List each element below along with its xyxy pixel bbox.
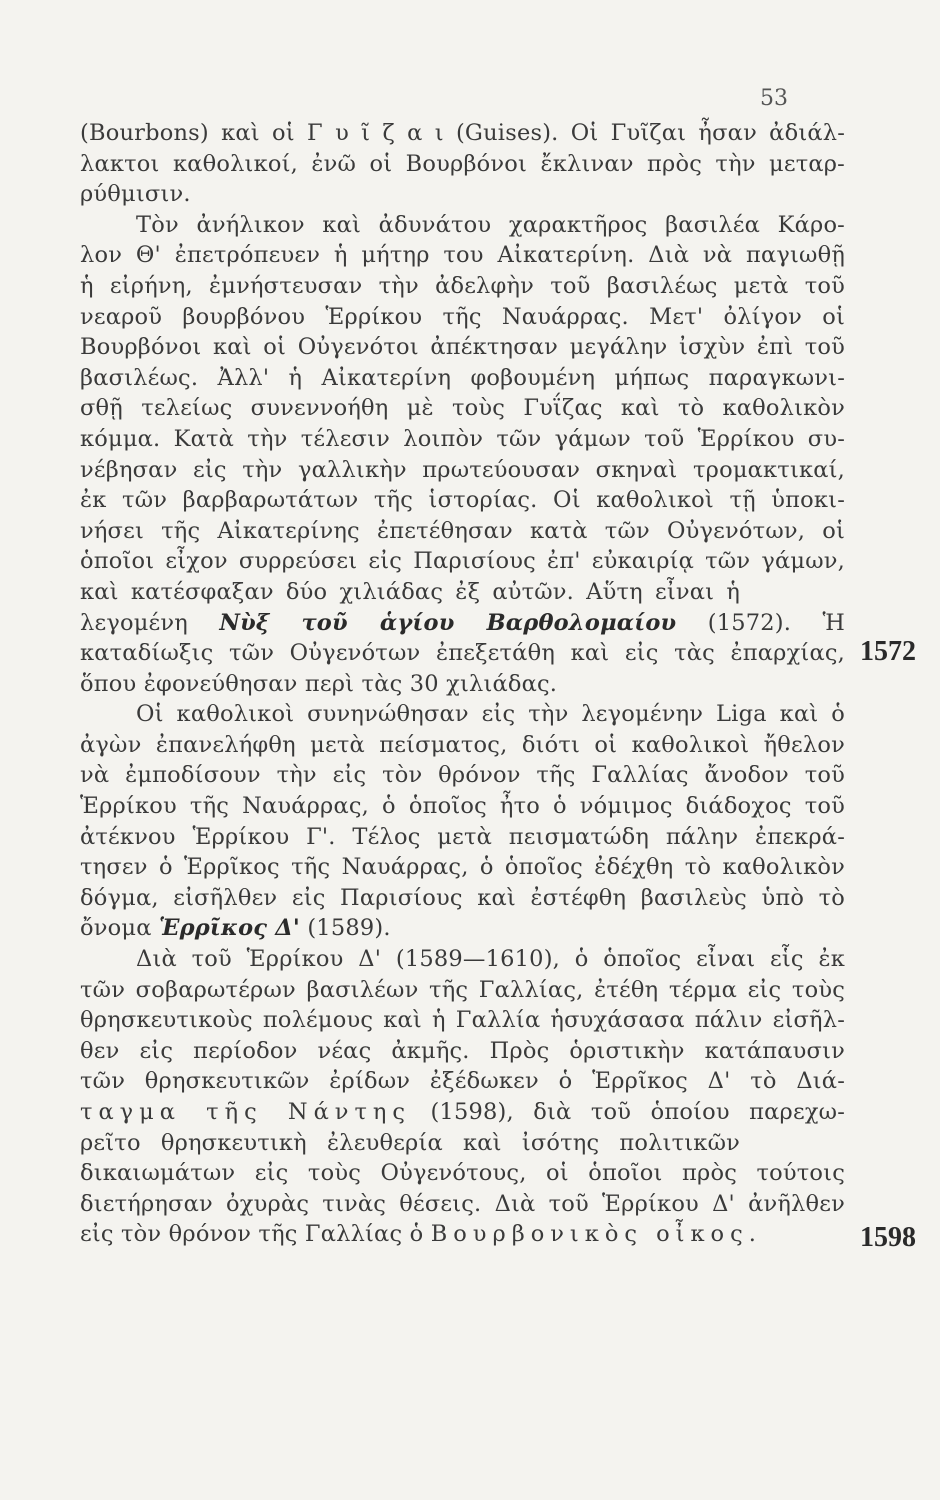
line-text: (Bourbons) καὶ οἱ Γ υ ῖ ζ α ι (Guises). Οἱ Γυῖζαι ἦσαν ἀδιάλ- [80,120,845,146]
text-line [80,1128,740,1159]
spaced-term: ταγμα τῆς Νάντης [80,1099,412,1125]
line-text: ρύθμισιν. [80,181,191,208]
text-line [80,546,845,577]
text-line [80,1005,845,1036]
line-text: λον Θ' ἐπετρόπευεν ἡ μήτηρ του Αἰκατερίνη. Διὰ νὰ παγιωθῇ [80,242,845,269]
text-line [80,455,845,486]
line-text: βασιλέως. Ἀλλ' ἡ Αἰκατερίνη φοβουμένη μήπως παραγκωνι- [80,364,845,391]
line-text: Τὸν ἀνήλικον καὶ ἀδυνάτου χαρακτῆρος βασιλέα Κάρο- [136,211,845,238]
line-text: δικαιωμάτων εἰς τοὺς Οὐγενότους, οἱ ὁποῖοι πρὸς τούτοις [80,1160,845,1187]
line-text: (1598), διὰ τοῦ ὁποίου παρεχω- [411,1099,846,1125]
line-text: ὁποῖοι εἶχον συρρεύσει εἰς Παρισίους ἐπ' εὐκαιρίᾳ τῶν γάμων, [80,548,845,575]
text-line [80,118,845,149]
text-line [80,730,845,761]
text-line [80,577,740,608]
text-line [80,332,845,363]
line-text: νήσει τῆς Αἰκατερίνης ἐπετέθησαν κατὰ τῶν Οὐγενότων, οἱ [80,517,845,544]
line-text: ρεῖτο θρησκευτικὴ ἐλευθερία καὶ ἰσότης πολιτικῶν [80,1129,740,1156]
text-line [80,852,845,883]
line-text: καταδίωξις τῶν Οὐγενότων ἐπεξετάθη καὶ εἰς τὰς ἐπαρχίας, [80,640,845,667]
text-line [80,1189,845,1220]
text-line [80,149,845,180]
text-line [80,760,845,791]
text-line [80,944,845,975]
line-text: νὰ ἐμποδίσουν τὴν εἰς τὸν θρόνον τῆς Γαλλίας ἄνοδον τοῦ [80,762,845,789]
body-text [80,118,845,1250]
line-text: τησεν ὁ Ἑρρῖκος τῆς Ναυάρρας, ὁ ὁποῖος ἐδέχθη τὸ καθολικὸν [80,854,845,881]
line-text: καὶ κατέσφαξαν δύο χιλιάδας ἐξ αὐτῶν. Αὕτη εἶναι ἡ [80,578,740,605]
line-text: ἡ εἰρήνη, ἐμνήστευσαν τὴν ἀδελφὴν τοῦ βασιλέως μετὰ τοῦ [80,272,845,299]
margin-year-note: 1598 [860,1222,916,1253]
line-text: θρησκευτικοὺς πολέμους καὶ ἡ Γαλλία ἡσυχάσασα πάλιν εἰσῆλ- [80,1007,845,1034]
line-text: νεαροῦ βουρβόνου Ἑρρίκου τῆς Ναυάρρας. Μετ' ὀλίγον οἱ [80,303,845,330]
text-line [80,975,845,1006]
line-text: (1589). [299,915,391,942]
text-line [80,913,845,944]
text-line [80,485,845,516]
text-line [80,363,845,394]
line-text: ἀγὼν ἐπανελήφθη μετὰ πείσματος, διότι οἱ καθολικοὶ ἤθελον [80,731,845,758]
text-line [80,791,845,822]
text-line [80,883,845,914]
line-text: λακτοι καθολικοί, ἐνῶ οἱ Βουρβόνοι ἔκλιναν πρὸς τὴν μεταρ- [80,150,845,177]
line-text: δόγμα, εἰσῆλθεν εἰς Παρισίους καὶ ἐστέφθη βασιλεὺς ὑπὸ τὸ [80,884,845,911]
line-text: Οἱ καθολικοὶ συνηνώθησαν εἰς τὴν λεγομένην Liga καὶ ὁ [136,701,845,728]
text-line [80,516,845,547]
text-line [80,424,845,455]
text-line [80,699,845,730]
line-text: . [748,1221,757,1248]
text-line [80,240,845,271]
text-line [80,669,845,700]
text-line [80,1066,845,1097]
text-line [80,1097,845,1128]
text-line [80,1036,845,1067]
margin-year-note: 1572 [860,636,916,667]
line-text: θεν εἰς περίοδον νέας ἀκμῆς. Πρὸς ὁριστικὴν κατάπαυσιν [80,1037,845,1064]
line-text: ἐκ τῶν βαρβαρωτάτων τῆς ἱστορίας. Οἱ καθολικοὶ τῇ ὑποκι- [80,487,845,514]
page-number: 53 [760,86,788,111]
text-line [80,822,845,853]
line-text: ὅπου ἐφονεύθησαν περὶ τὰς 30 χιλιάδας. [80,670,558,697]
line-text: σθῇ τελείως συνεννοήθη μὲ τοὺς Γυΐζας καὶ τὸ καθολικὸν [80,395,845,422]
line-text: (1572). Ἡ [676,609,845,636]
text-line [80,179,845,210]
line-text: Διὰ τοῦ Ἑρρίκου Δ' (1589—1610), ὁ ὁποῖος εἶναι εἷς ἐκ [136,946,845,973]
emphasized-term: Νὺξ τοῦ ἁγίου Βαρθολομαίου [219,609,677,636]
text-line [80,1158,845,1189]
text-line [80,1219,845,1250]
text-line [80,271,845,302]
text-line [80,302,845,333]
text-line [80,210,845,241]
text-line [80,393,845,424]
line-text: ὄνομα [80,915,159,942]
line-text: νέβησαν εἰς τὴν γαλλικὴν πρωτεύουσαν σκηναὶ τρομακτικαί, [80,456,845,483]
line-text: εἰς τὸν θρόνον τῆς Γαλλίας ὁ [80,1221,431,1248]
text-line [80,638,845,669]
text-line [80,608,845,639]
line-text: Ἑρρίκου τῆς Ναυάρρας, ὁ ὁποῖος ἦτο ὁ νόμιμος διάδοχος τοῦ [80,793,845,820]
line-text: ἀτέκνου Ἑρρίκου Γ'. Τέλος μετὰ πεισματώδη πάλην ἐπεκρά- [80,823,845,850]
line-text: κόμμα. Κατὰ τὴν τέλεσιν λοιπὸν τῶν γάμων τοῦ Ἑρρίκου συ- [80,425,845,452]
line-text: τῶν σοβαρωτέρων βασιλέων τῆς Γαλλίας, ἐτέθη τέρμα εἰς τοὺς [80,976,845,1003]
line-text: τῶν θρησκευτικῶν ἐρίδων ἐξέδωκεν ὁ Ἑρρῖκος Δ' τὸ Διά- [80,1068,845,1095]
line-text: Βουρβόνοι καὶ οἱ Οὐγενότοι ἀπέκτησαν μεγάλην ἰσχὺν ἐπὶ τοῦ [80,334,845,361]
line-text: διετήρησαν ὀχυρὰς τινὰς θέσεις. Διὰ τοῦ Ἑρρίκου Δ' ἀνῆλθεν [80,1190,845,1217]
line-text: λεγομένη [80,609,220,636]
spaced-term: Βουρβονικὸς οἶκος [430,1221,749,1248]
emphasized-term: Ἑρρῖκος Δ' [158,915,300,942]
